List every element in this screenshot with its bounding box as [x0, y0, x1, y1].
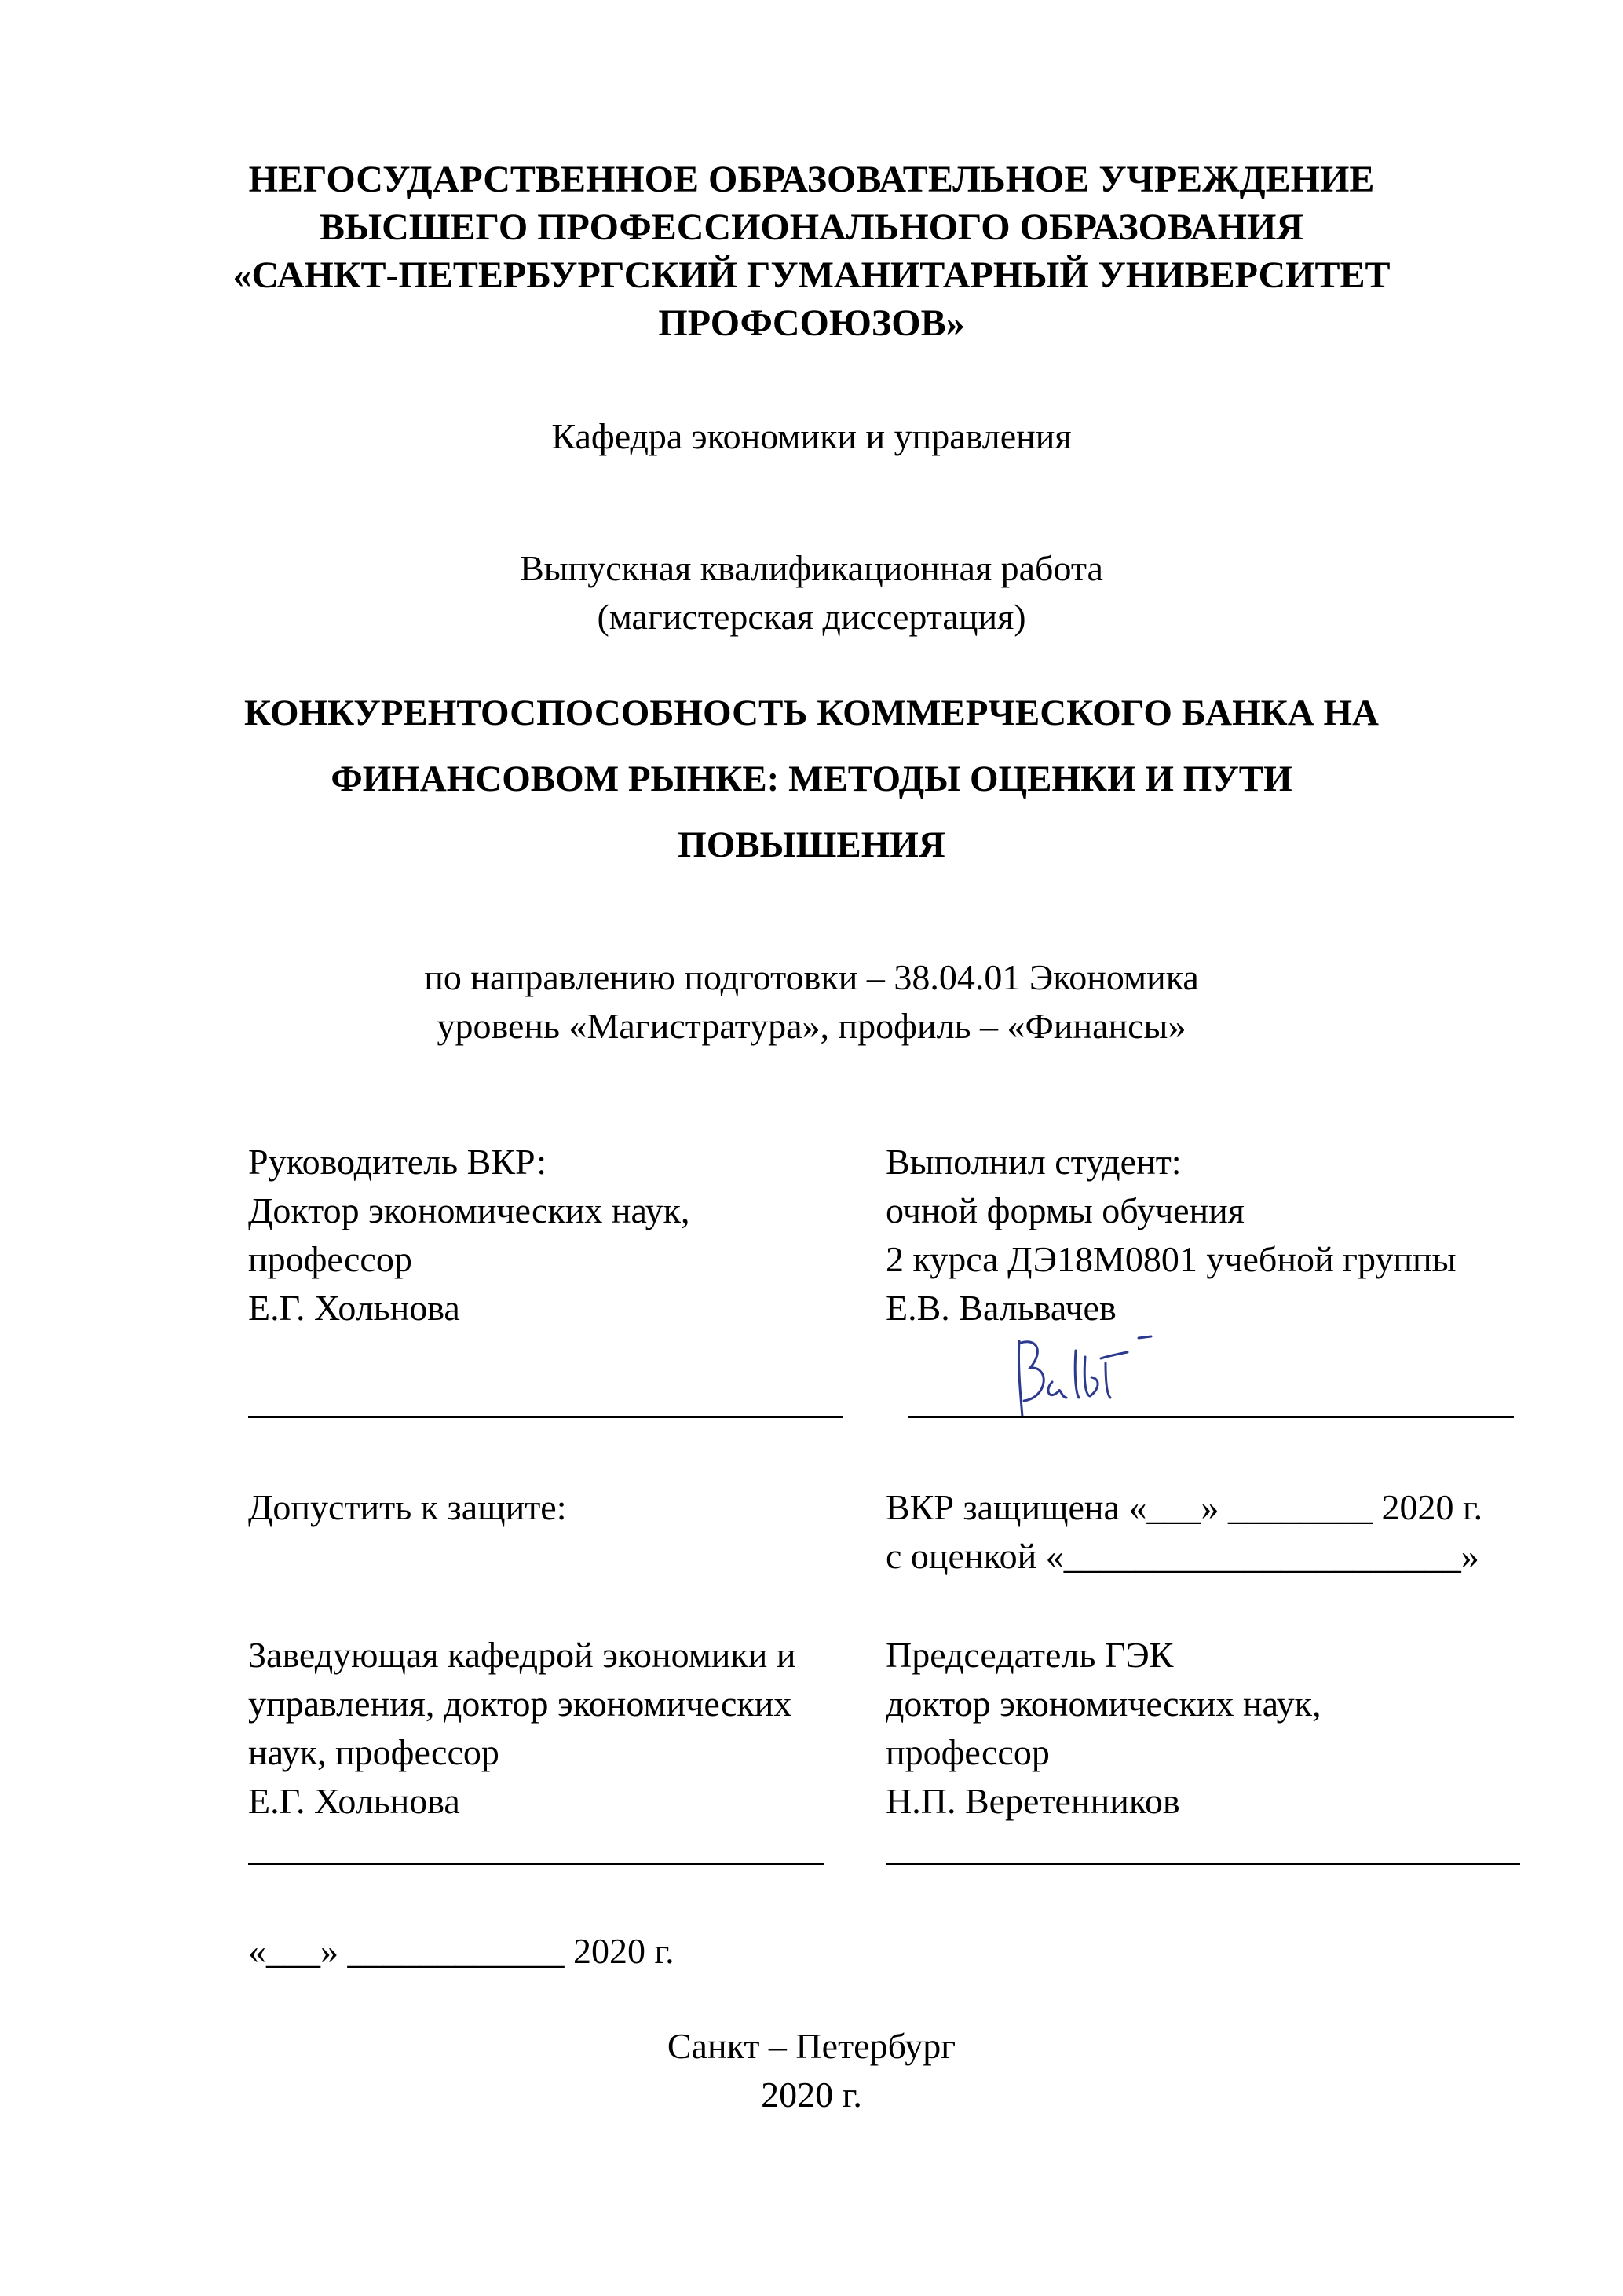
chairman-block: [886, 1631, 1592, 1826]
direction: [0, 953, 1623, 1051]
head-signature-line: [248, 1863, 824, 1865]
header-line: НЕГОСУДАРСТВЕННОЕ ОБРАЗОВАТЕЛЬНОЕ УЧРЕЖДЕНИЕ: [248, 159, 1375, 200]
student-line: очной формы обучения: [886, 1190, 1245, 1230]
footer: [0, 2022, 1623, 2119]
header-line: ВЫСШЕГО ПРОФЕССИОНАЛЬНОГО ОБРАЗОВАНИЯ: [320, 207, 1303, 248]
footer-city: Санкт – Петербург: [667, 2026, 956, 2066]
department: Кафедра экономики и управления: [551, 416, 1072, 456]
head-of-department-block: [248, 1631, 861, 1826]
date-line: «___» ____________ 2020 г.: [248, 1931, 674, 1971]
supervisor-line: профессор: [248, 1239, 412, 1279]
student-line: Е.В. Вальвачев: [886, 1288, 1117, 1328]
title-line: КОНКУРЕНТОСПОСОБНОСТЬ КОММЕРЧЕСКОГО БАНКА НА: [244, 693, 1379, 733]
direction-line: по направлению подготовки – 38.04.01 Экономика: [424, 957, 1199, 997]
supervisor-signature-line: [248, 1416, 843, 1418]
student-block: [886, 1138, 1592, 1333]
defended-grade-line: с оценкой «______________________»: [886, 1536, 1479, 1576]
head-line: Е.Г. Хольнова: [248, 1781, 460, 1821]
head-line: наук, профессор: [248, 1732, 499, 1772]
work-type-line: (магистерская диссертация): [597, 597, 1026, 637]
chairman-line: Председатель ГЭК: [886, 1635, 1174, 1675]
student-line: Выполнил студент:: [886, 1142, 1182, 1182]
student-signature: [1013, 1335, 1178, 1421]
direction-line: уровень «Магистратура», профиль – «Финансы»: [437, 1006, 1186, 1046]
head-line: Заведующая кафедрой экономики и: [248, 1635, 796, 1675]
student-signature-line: [908, 1416, 1514, 1418]
chairman-line: доктор экономических наук,: [886, 1684, 1321, 1724]
defended-date-line: ВКР защищена «___» ________ 2020 г.: [886, 1487, 1483, 1527]
chairman-signature-line: [886, 1863, 1520, 1865]
supervisor-block: [248, 1138, 861, 1333]
footer-year: 2020 г.: [761, 2075, 862, 2115]
work-type: [0, 544, 1623, 642]
thesis-title: [0, 680, 1623, 878]
chairman-line: профессор: [886, 1732, 1050, 1772]
admit-label: Допустить к защите:: [248, 1487, 567, 1527]
institution-header: [0, 155, 1623, 347]
student-line: 2 курса ДЭ18М0801 учебной группы: [886, 1239, 1457, 1279]
work-type-line: Выпускная квалификационная работа: [520, 548, 1103, 588]
supervisor-line: Руководитель ВКР:: [248, 1142, 547, 1182]
head-line: управления, доктор экономических: [248, 1684, 792, 1724]
title-line: ФИНАНСОВОМ РЫНКЕ: МЕТОДЫ ОЦЕНКИ И ПУТИ: [331, 759, 1292, 799]
header-line: ПРОФСОЮЗОВ»: [658, 302, 965, 344]
defense-result: [886, 1483, 1592, 1581]
supervisor-line: Е.Г. Хольнова: [248, 1288, 460, 1328]
chairman-line: Н.П. Веретенников: [886, 1781, 1180, 1821]
header-line: «САНКТ-ПЕТЕРБУРГСКИЙ ГУМАНИТАРНЫЙ УНИВЕРСИТЕТ: [232, 254, 1391, 296]
title-line: ПОВЫШЕНИЯ: [678, 824, 945, 865]
supervisor-line: Доктор экономических наук,: [248, 1190, 690, 1230]
